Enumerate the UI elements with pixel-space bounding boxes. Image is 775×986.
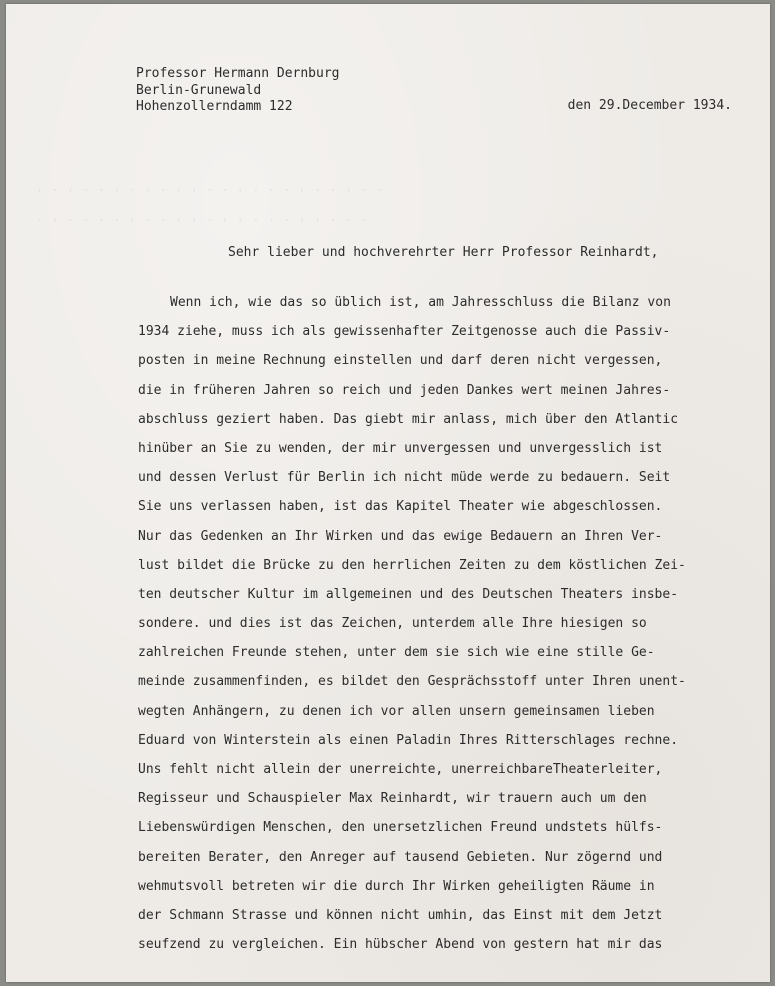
sender-name: Professor Hermann Dernburg [136, 66, 340, 81]
body-line: lust bildet die Brücke zu den herrlichen Zeiten zu dem köstlichen Zei- [138, 557, 686, 573]
body-line: Nur das Gedenken an Ihr Wirken und das ewige Bedauern an Ihren Ver- [138, 528, 663, 544]
body-line: Eduard von Winterstein als einen Paladin Ihres Ritterschlages rechne. [138, 732, 679, 748]
salutation: Sehr lieber und hochverehrter Herr Professor Reinhardt, [228, 245, 659, 260]
body-line: zahlreichen Freunde stehen, unter dem sie sich wie eine stille Ge- [138, 645, 655, 661]
sender-city: Berlin-Grunewald [136, 82, 262, 98]
letter-body [138, 288, 758, 959]
body-line: ten deutscher Kultur im allgemeinen und des Deutschen Theaters insbe- [138, 586, 679, 602]
body-line: Sie uns verlassen haben, ist das Kapitel Theater wie abgeschlossen. [138, 499, 663, 515]
show-through-text: . , . . . . , . . . , . , , . . . , , . . . [36, 210, 369, 224]
body-line: seufzend zu vergleichen. Ein hübscher Abend von gestern hat mir das [138, 937, 663, 953]
body-line: Wenn ich, wie das so üblich ist, am Jahresschluss die Bilanz von [170, 295, 671, 310]
body-line: hinüber an Sie zu wenden, der mir unvergessen und unvergesslich ist [138, 440, 663, 456]
body-line: Uns fehlt nicht allein der unerreichte, unerreichbareTheaterleiter, [138, 762, 663, 777]
body-line: posten in meine Rechnung einstellen und darf deren nicht vergessen, [138, 353, 663, 369]
body-line: Liebenswürdigen Menschen, den unersetzlichen Freund undstets hülfs- [138, 820, 663, 836]
body-line: wegten Anhängern, zu denen ich vor allen unsern gemeinsamen lieben [138, 703, 655, 719]
body-line: der Schmann Strasse und können nicht umhin, das Einst mit dem Jetzt [138, 907, 663, 923]
show-through-text: , . , . . , . , . , , . . , . . . , . . , . . [36, 180, 384, 194]
body-line: und dessen Verlust für Berlin ich nicht müde werde zu bedauern. Seit [138, 470, 671, 486]
body-line: abschluss geziert haben. Das giebt mir anlass, mich über den Atlantic [138, 411, 679, 427]
body-line: wehmutsvoll betreten wir die durch Ihr Wirken geheiligten Räume in [138, 878, 655, 894]
body-line: Regisseur und Schauspieler Max Reinhardt, wir trauern auch um den [138, 791, 647, 807]
body-line: bereiten Berater, den Anreger auf tausend Gebieten. Nur zögernd und [138, 849, 663, 865]
letter-date: den 29.December 1934. [567, 98, 732, 113]
body-line: sondere. und dies ist das Zeichen, unterdem alle Ihre hiesigen so [138, 616, 647, 632]
body-line: 1934 ziehe, muss ich als gewissenhafter Zeitgenosse auch die Passiv- [138, 324, 671, 340]
sender-address [136, 66, 340, 116]
sender-street: Hohenzollerndamm 122 [136, 99, 293, 114]
body-line: meinde zusammenfinden, es bildet den Gesprächsstoff unter Ihren unent- [138, 674, 686, 690]
letter-page [6, 4, 770, 982]
body-line: die in früheren Jahren so reich und jeden Dankes wert meinen Jahres- [138, 382, 671, 398]
